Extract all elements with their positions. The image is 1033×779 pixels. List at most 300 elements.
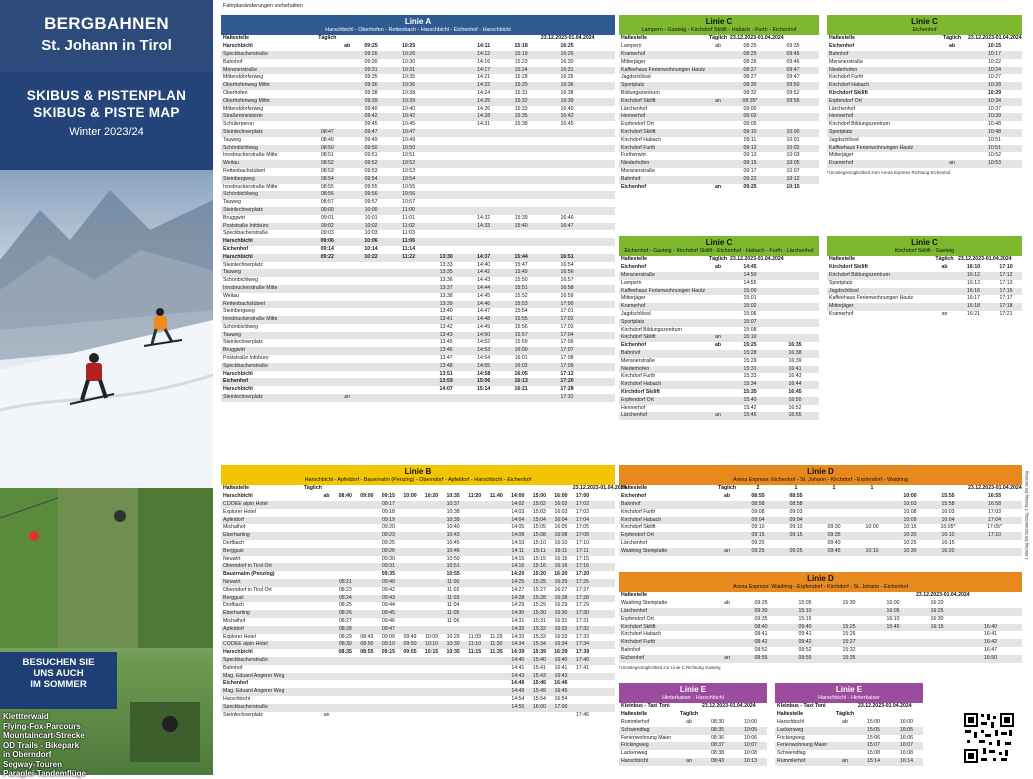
- cell-value: 09:30: [827, 524, 841, 531]
- cell-value: 1: [794, 485, 798, 492]
- cell-value: 17:02: [540, 316, 594, 324]
- cell-value: 17:05: [576, 524, 589, 531]
- cell-value: [890, 711, 923, 719]
- cell-value: 09:00: [360, 493, 374, 500]
- cell-value: [303, 579, 319, 587]
- cell-value: 09:47: [352, 129, 390, 137]
- stop-name: Kirchdorf Skilift: [619, 129, 707, 137]
- cell-value: [303, 657, 319, 665]
- timetable-linie-d-1: [619, 465, 1022, 556]
- cell-value: [352, 35, 390, 43]
- cell-value: [427, 82, 465, 90]
- cell-value: 16:35: [560, 74, 574, 81]
- table-row: [619, 703, 767, 711]
- cell-value: 15:11: [529, 548, 551, 556]
- stop-name: Sportplatz: [827, 129, 937, 137]
- cell-value: [937, 82, 967, 90]
- cell-value: [593, 548, 615, 556]
- cell-value: [421, 548, 443, 556]
- cell-value: [342, 262, 352, 270]
- cell-value: 10:15: [424, 649, 439, 656]
- table-row: [775, 727, 923, 735]
- cell-value: 17:15: [576, 555, 589, 562]
- cell-value: [967, 548, 1022, 556]
- cell-value: [390, 355, 428, 363]
- cell-value: 2: [756, 485, 760, 492]
- cell-value: [937, 106, 967, 114]
- cell-value: [464, 712, 486, 720]
- cell-value: 10:39: [442, 517, 464, 525]
- cell-value: [715, 647, 739, 655]
- table-row: [775, 758, 923, 766]
- cell-value: [342, 137, 352, 145]
- cell-value: [771, 303, 819, 311]
- cell-value: [335, 665, 357, 673]
- line-name: Linie E: [835, 685, 863, 694]
- cell-value: [593, 649, 615, 657]
- table-row: [221, 602, 615, 610]
- cell-value: 14:29: [511, 602, 525, 609]
- cell-value: [427, 215, 465, 223]
- table-row: [619, 509, 1022, 517]
- cell-value: 09:15: [381, 493, 396, 500]
- cell-value: 10:43: [442, 532, 464, 540]
- cell-value: [352, 269, 390, 277]
- cell-value: 15:06: [867, 734, 880, 741]
- cell-value: [342, 254, 352, 262]
- cell-value: [313, 347, 342, 355]
- cell-value: [715, 639, 739, 647]
- cell-value: 10:29: [987, 89, 1002, 96]
- cell-value: 15:35: [502, 113, 540, 121]
- stop-name: Lärchenhof: [829, 105, 855, 112]
- cell-value: 10:02: [352, 223, 390, 231]
- cell-value: 08:36: [711, 734, 724, 741]
- cell-value: 09:53: [364, 167, 378, 174]
- table-row: [619, 51, 819, 59]
- cell-value: [857, 711, 890, 719]
- cell-value: [594, 67, 615, 75]
- cell-value: [399, 602, 421, 610]
- stop-name: Lampern: [621, 43, 642, 50]
- table-row: [619, 600, 1022, 608]
- stop-name: Kirchdorf Skilift: [621, 524, 656, 531]
- stop-name: Kirchdorf Furth: [619, 145, 707, 153]
- table-row: [619, 82, 819, 90]
- route-description: Eichenhof - Gasteig - Kirchdorf Skilift - Eichenhof - Habach - Furth - Lärchenhof: [624, 248, 814, 254]
- stop-name: Sportplatz: [829, 279, 853, 286]
- cell-value: [485, 688, 507, 696]
- cell-value: 10:52: [390, 160, 428, 168]
- cell-value: [932, 303, 957, 311]
- cell-value: [427, 199, 465, 207]
- cell-value: [915, 631, 959, 639]
- cell-value: [352, 363, 390, 371]
- cell-value: [594, 332, 615, 340]
- stop-name: Lärchenhof: [621, 105, 647, 112]
- cell-value: [352, 277, 390, 285]
- table-row: [827, 43, 1022, 51]
- table-row: [221, 363, 615, 371]
- cell-value: [594, 293, 615, 301]
- cell-value: [871, 639, 915, 647]
- stop-name: Meranerstraße: [621, 167, 656, 174]
- table-row: [221, 160, 615, 168]
- cell-value: [593, 556, 615, 564]
- cell-value: 09:25: [754, 600, 768, 607]
- cell-value: 15:43: [529, 673, 551, 681]
- cell-value: Täglich: [717, 485, 737, 492]
- cell-value: 17:32: [540, 394, 594, 402]
- cell-value: 14:33: [465, 223, 503, 231]
- cell-value: 10:05: [771, 160, 815, 168]
- table-row: [619, 350, 819, 358]
- cell-value: [342, 152, 352, 160]
- cell-value: 17:12: [990, 272, 1022, 280]
- cell-value: [815, 90, 819, 98]
- cell-value: 14:45: [477, 292, 491, 299]
- cell-value: 09:42: [381, 586, 395, 593]
- cell-value: [313, 59, 342, 67]
- table-row: [827, 67, 1022, 75]
- cell-value: [593, 657, 615, 665]
- cell-value: [399, 579, 421, 587]
- cell-value: [427, 230, 465, 238]
- cell-value: [815, 145, 819, 153]
- table-row: [827, 160, 1022, 168]
- cell-value: 16:13: [967, 279, 980, 286]
- cell-value: 15:10: [532, 539, 546, 546]
- cell-value: an: [707, 412, 729, 420]
- table-row: [221, 610, 615, 618]
- cell-value: [485, 665, 507, 673]
- cell-value: 10:30: [442, 641, 464, 649]
- table-row: [221, 339, 615, 347]
- cell-value: [465, 246, 503, 254]
- stop-name: Kaffeehaus Ferienwohnungen Hautz: [621, 287, 706, 294]
- cell-value: 15:04: [529, 517, 551, 525]
- stop-name: Bahnhof: [619, 350, 707, 358]
- cell-value: [303, 563, 319, 571]
- cell-value: [313, 285, 342, 293]
- cell-value: 09:31: [352, 67, 390, 75]
- table-row: [221, 199, 615, 207]
- cell-value: an: [715, 548, 739, 556]
- cell-value: [594, 160, 615, 168]
- cell-value: [356, 517, 378, 525]
- summer-promo-box: [0, 652, 117, 709]
- table-row: [221, 673, 615, 681]
- table-row: [619, 59, 819, 67]
- stop-name: Meranerstraße: [619, 272, 707, 280]
- cell-value: 15:01: [743, 295, 757, 302]
- cell-value: [356, 509, 378, 517]
- cell-value: 16:42: [959, 639, 1022, 647]
- cell-value: [937, 152, 967, 160]
- cell-value: [502, 246, 540, 254]
- timetable-header: [619, 572, 1022, 592]
- cell-value: [529, 485, 551, 493]
- cell-value: [715, 608, 739, 616]
- cell-value: 08:37: [701, 742, 734, 750]
- cell-value: [594, 394, 615, 402]
- cell-value: [313, 378, 342, 386]
- table-row: [221, 618, 615, 626]
- cell-value: 15:53: [502, 301, 540, 309]
- cell-value: 09:40: [364, 105, 378, 112]
- cell-value: [319, 688, 335, 696]
- cell-value: [594, 121, 615, 129]
- cell-value: [352, 347, 390, 355]
- stop-name: Michalhof: [223, 617, 246, 624]
- cell-value: [771, 327, 819, 335]
- cell-value: 16:38: [560, 89, 574, 96]
- cell-value: [502, 176, 540, 184]
- cell-value: [421, 680, 443, 688]
- skiing-photo: [0, 170, 213, 488]
- cell-value: 10:48: [988, 121, 1001, 128]
- cell-value: 16:05: [554, 524, 568, 531]
- cell-value: 16:52: [788, 404, 802, 411]
- table-row: [619, 311, 819, 319]
- cell-value: [485, 618, 507, 626]
- cell-value: [399, 532, 421, 540]
- cell-value: 15:06: [743, 310, 757, 317]
- table-row: [619, 160, 819, 168]
- cell-value: [427, 184, 465, 192]
- cell-value: [313, 324, 342, 332]
- cell-value: [833, 703, 857, 711]
- stop-name: Frickingweg: [777, 734, 805, 741]
- stop-name: Kirchdorf Habach: [619, 381, 707, 389]
- line-name: Linie E: [679, 685, 707, 694]
- cell-value: 10:29: [446, 633, 460, 640]
- stop-name: Haltestelle: [621, 485, 647, 492]
- cell-value: 10:15: [786, 183, 800, 190]
- cell-value: [771, 295, 819, 303]
- cell-value: [871, 631, 915, 639]
- cell-value: 16:10: [966, 264, 981, 271]
- summer-activity: Flying-Fox-Parcours: [3, 721, 81, 731]
- cell-value: 16:55: [771, 412, 819, 420]
- cell-value: 16:39: [788, 357, 802, 364]
- table-row: [827, 90, 1022, 98]
- cell-value: 08:50: [356, 641, 378, 649]
- cell-value: 09:04: [739, 517, 777, 525]
- cell-value: 15:08: [743, 326, 757, 333]
- cell-value: 14:32: [507, 626, 529, 634]
- cell-value: [442, 485, 464, 493]
- cell-value: [929, 485, 967, 493]
- cell-value: [352, 332, 390, 340]
- cell-value: 13:35: [427, 269, 465, 277]
- stop-name: Niederhofen: [619, 366, 707, 374]
- cell-value: [427, 121, 465, 129]
- cell-value: [319, 649, 335, 657]
- cell-value: 16:35: [788, 342, 802, 349]
- table-row: [619, 106, 819, 114]
- cell-value: [871, 647, 915, 655]
- cell-value: [390, 394, 428, 402]
- cell-value: 09:15: [777, 532, 815, 540]
- stop-name: Waidring Steinplatte: [619, 548, 715, 556]
- cell-value: [399, 485, 421, 493]
- cell-value: [427, 67, 465, 75]
- cell-value: [352, 293, 390, 301]
- cell-value: 15:56: [514, 323, 528, 330]
- cell-value: [313, 121, 342, 129]
- table-row: [775, 750, 923, 758]
- table-row: [619, 381, 819, 389]
- cell-value: 16:03: [941, 508, 955, 515]
- cell-value: 16:20: [929, 548, 967, 556]
- cell-value: [594, 347, 615, 355]
- table-row: [221, 277, 615, 285]
- cell-value: ab: [323, 493, 330, 500]
- cell-value: [594, 184, 615, 192]
- cell-value: 09:45: [364, 121, 378, 128]
- table-row: [221, 207, 615, 215]
- cell-value: [572, 673, 594, 681]
- table-row: [619, 319, 819, 327]
- cell-value: [593, 712, 615, 720]
- cell-value: 17:17: [999, 295, 1013, 302]
- cell-value: [815, 51, 819, 59]
- cell-value: [342, 74, 352, 82]
- cell-value: [335, 704, 357, 712]
- cell-value: [356, 680, 378, 688]
- table-row: [221, 262, 615, 270]
- table-row: [619, 655, 1022, 663]
- cell-value: 13:43: [427, 332, 465, 340]
- table-row: [619, 176, 819, 184]
- cell-value: 08:40: [739, 624, 783, 632]
- cell-value: [319, 634, 335, 642]
- stop-name: Meranerstraße: [621, 357, 656, 364]
- cell-value: [356, 673, 378, 681]
- line-name: Linie C: [911, 238, 938, 247]
- table-row: [619, 152, 819, 160]
- cell-value: [421, 595, 443, 603]
- cell-value: [399, 704, 421, 712]
- cell-value: 08:24: [335, 595, 357, 603]
- cell-value: [442, 704, 464, 712]
- cell-value: [356, 540, 378, 548]
- cell-value: 08:55: [789, 493, 803, 500]
- cell-value: [707, 366, 729, 374]
- cell-value: 15:27: [827, 639, 871, 647]
- cell-value: 16:08: [550, 532, 572, 540]
- stop-name: Dorfbach: [223, 539, 245, 546]
- table-row: [619, 548, 1022, 556]
- cell-value: 10:51: [988, 136, 1001, 143]
- summer-headline-3: IM SOMMER: [30, 679, 87, 690]
- cell-value: [352, 394, 390, 402]
- cell-value: [342, 378, 352, 386]
- table-row: [619, 35, 819, 43]
- cell-value: [594, 378, 615, 386]
- cell-value: [815, 121, 819, 129]
- cell-value: [399, 540, 421, 548]
- cell-value: 15:00: [867, 719, 880, 725]
- cell-value: [815, 129, 819, 137]
- cell-value: [421, 485, 443, 493]
- cell-value: an: [941, 310, 948, 317]
- cell-value: 23.12.2023-01.04.2024: [858, 703, 912, 710]
- cell-value: [485, 587, 507, 595]
- stop-name: Niederhofen: [827, 67, 937, 75]
- cell-value: [593, 680, 615, 688]
- cell-value: [399, 673, 421, 681]
- cell-value: 15:51: [502, 285, 540, 293]
- qr-code[interactable]: [961, 710, 1017, 766]
- table-row: [619, 592, 1022, 600]
- cell-value: [465, 230, 503, 238]
- cell-value: 14:55: [507, 704, 529, 712]
- stop-name: Mitterjäger: [829, 152, 854, 159]
- cell-value: 15:34: [529, 641, 551, 649]
- cell-value: [442, 673, 464, 681]
- cell-value: [421, 532, 443, 540]
- cell-value: 09:05: [743, 121, 757, 128]
- stop-name: Bahnhof: [827, 51, 937, 59]
- table-row: [619, 735, 767, 743]
- cell-value: 13:47: [439, 355, 453, 362]
- cell-value: [853, 501, 891, 509]
- cell-value: 16:25: [560, 43, 574, 50]
- stop-name: Harschbichl: [221, 254, 313, 262]
- cell-value: [465, 238, 503, 246]
- table-row: [827, 121, 1022, 129]
- stop-name: Erpfendorf Ort: [619, 532, 715, 540]
- table-row: [827, 152, 1022, 160]
- cell-value: [319, 509, 335, 517]
- stop-name: Lackenweg: [621, 750, 648, 757]
- cell-value: [427, 145, 465, 153]
- cell-value: [815, 176, 819, 184]
- cell-value: [421, 704, 443, 712]
- cell-value: 09:55: [771, 98, 815, 106]
- table-row: [827, 82, 1022, 90]
- summer-activity: Segway-Touren: [3, 759, 62, 769]
- stop-name: Schönbichlweg: [221, 191, 313, 199]
- cell-value: 17:03: [560, 323, 574, 330]
- table-row: [619, 389, 819, 397]
- cell-value: 09:54: [352, 176, 390, 184]
- cell-value: 15:25: [743, 342, 757, 349]
- cell-value: 09:40: [378, 579, 400, 587]
- cell-value: [342, 277, 352, 285]
- table-row: [619, 540, 1022, 548]
- stop-name: Sportplatz: [619, 82, 707, 90]
- cell-value: [932, 272, 957, 280]
- cell-value: 08:58: [777, 501, 815, 509]
- cell-value: [677, 742, 701, 750]
- cell-value: 16:40: [560, 105, 574, 112]
- cell-value: [303, 712, 319, 720]
- cell-value: 09:47: [378, 626, 400, 634]
- table-row: [827, 59, 1022, 67]
- table-row: [827, 272, 1022, 280]
- cell-value: 14:54: [511, 695, 525, 702]
- cell-value: [427, 90, 465, 98]
- cell-value: 16:18: [957, 303, 990, 311]
- cell-value: [342, 113, 352, 121]
- cell-value: [313, 371, 342, 379]
- cell-value: 10:42: [390, 113, 428, 121]
- cell-value: 11:03: [442, 595, 464, 603]
- cell-value: 16:05*: [940, 524, 956, 531]
